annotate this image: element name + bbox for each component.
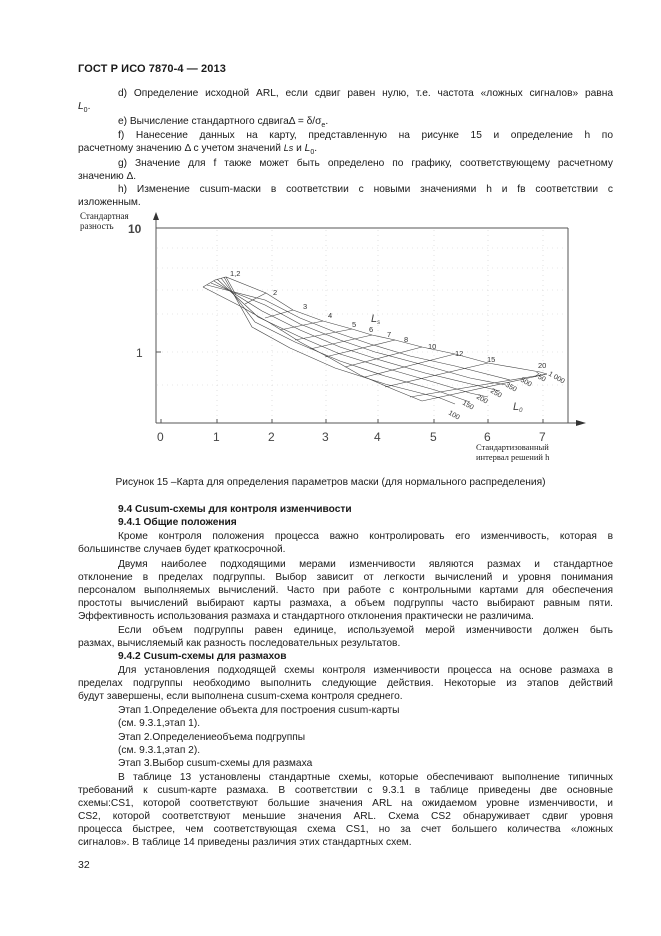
para-line: требований к cusum-карте размаха. В соответствии с 9.3.1 в таблице приведены две основные bbox=[78, 785, 613, 796]
y-axis-arrow-icon bbox=[153, 212, 159, 220]
svg-text:5: 5 bbox=[352, 320, 357, 329]
step-f: f) Нанесение данных на карту, представленную на рисунке 15 и определение h по bbox=[118, 130, 613, 141]
step-h-cont: изложенным. bbox=[78, 197, 141, 208]
l0-series-label: L0 bbox=[513, 401, 523, 414]
l0-symbol: L bbox=[78, 101, 84, 112]
para-line: простоты вычислений выбирают карты размаха, а объем подгруппы часто выбирают равным пяти. bbox=[78, 598, 613, 609]
svg-text:750: 750 bbox=[533, 371, 547, 384]
figure-caption: Рисунок 15 –Карта для определения параметров маски (для нормального распределения) bbox=[115, 477, 546, 488]
svg-text:250: 250 bbox=[489, 387, 503, 400]
ls-symbol: Ls bbox=[283, 143, 294, 153]
para-line: размах, вычисляемый как разность последовательных результатов. bbox=[78, 638, 401, 649]
section-heading-9-4: 9.4 Cusum-схемы для контроля изменчивости bbox=[118, 504, 352, 515]
stage-3: Этап 3.Выбор cusum-схемы для размаха bbox=[118, 758, 313, 769]
svg-text:10: 10 bbox=[428, 342, 437, 351]
step-e-text: e) Вычисление стандартного сдвигаΔ = δ/σ bbox=[118, 116, 322, 127]
ls-series-label: Ls bbox=[371, 313, 381, 326]
section-heading-9-4-2: 9.4.2 Cusum-схемы для размахов bbox=[118, 651, 287, 662]
svg-text:12: 12 bbox=[455, 349, 464, 358]
step-g-cont: значению Δ. bbox=[78, 171, 137, 182]
para-line: Эффективность использования размаха и стандартного отклонения практически не различима. bbox=[78, 611, 534, 622]
chart-grid bbox=[157, 230, 567, 422]
para-line: персоналом выполняемых вычислений. Часто при работе с контрольными картами для обеспечения bbox=[78, 585, 613, 596]
para-line: процесса быстрее, чем соответствующая схема CS1, но за счет большего количества «ложных bbox=[78, 824, 613, 835]
l0-symbol: L bbox=[304, 143, 311, 154]
l0-labels bbox=[447, 371, 566, 422]
period: . bbox=[314, 143, 318, 154]
step-d: d) Определение исходной ARL, если сдвиг равен нулю, т.е. частота «ложных сигналов» равна bbox=[118, 88, 613, 99]
step-h: h) Изменение cusum-маски в соответствии с новыми значениями h и fв соответствии с bbox=[118, 184, 613, 195]
x-axis-label-line1: Стандартизованный bbox=[476, 442, 549, 452]
period: . bbox=[87, 101, 91, 112]
x-tick-6: 6 bbox=[484, 430, 491, 444]
stage-2-ref: (см. 9.3.1,этап 2). bbox=[118, 745, 201, 756]
para-line: большинстве случаев будет краткосрочной. bbox=[78, 544, 286, 555]
para-line: пределах подгруппы необходимо выполнить следующие действия. Некоторые из этапов действий bbox=[78, 678, 613, 689]
svg-text:200: 200 bbox=[475, 393, 489, 406]
svg-text:1 000: 1 000 bbox=[547, 370, 566, 386]
stage-1-ref: (см. 9.3.1,этап 1). bbox=[118, 718, 201, 729]
x-tick-7: 7 bbox=[539, 430, 546, 444]
y-axis-label-line2: разность bbox=[80, 221, 114, 231]
ls-labels bbox=[230, 269, 546, 370]
sigma-subscript: e bbox=[321, 122, 326, 130]
document-header: ГОСТ Р ИСО 7870-4 — 2013 bbox=[78, 63, 226, 75]
x-tick-2: 2 bbox=[268, 430, 275, 444]
nomogram-grid bbox=[203, 277, 547, 404]
para-line: сигналов». В таблице 14 приведены различия этих стандартных схем. bbox=[78, 837, 412, 848]
para-line: отклонение в пределах подгруппы. Выбор зависит от легкости вычислений и уровня понимания bbox=[78, 572, 613, 583]
svg-text:8: 8 bbox=[404, 335, 409, 344]
para-line: Если объем подгруппы равен единице, используемой мерой изменчивости должен быть bbox=[118, 625, 613, 636]
para-line: Кроме контроля положения процесса важно контролировать его изменчивость, которая в bbox=[118, 531, 613, 542]
x-axis-label-line2: интервал решений h bbox=[476, 452, 550, 462]
step-f-text: расчетному значению Δ с учетом значений bbox=[78, 143, 284, 154]
para-line: схемы:CS1, которой соответствуют большие значения ARL на ожидаемом уровне изменчивости, и bbox=[78, 798, 613, 809]
x-tick-1: 1 bbox=[213, 430, 220, 444]
svg-text:500: 500 bbox=[519, 376, 533, 389]
l0-subscript: 0 bbox=[83, 107, 88, 115]
svg-text:7: 7 bbox=[387, 330, 392, 339]
para-line: CS2, которой соответствуют меньшие значения ARL. Схема CS2 обнаруживает сдвиг уровня bbox=[78, 811, 613, 822]
svg-text:6: 6 bbox=[369, 325, 374, 334]
step-g: g) Значение для f также может быть определено по графику, соответствующему расчетному bbox=[118, 158, 613, 169]
svg-text:350: 350 bbox=[504, 381, 518, 394]
para-line: Двумя наиболее подходящими мерами изменчивости являются размах и стандартное bbox=[118, 559, 613, 570]
svg-text:1,2: 1,2 bbox=[230, 269, 241, 278]
svg-text:20: 20 bbox=[538, 361, 547, 370]
x-axis-arrow-icon bbox=[576, 420, 586, 426]
period: . bbox=[325, 116, 329, 127]
para-line: будут завершены, если выполнена cusum-схема контроля среднего. bbox=[78, 691, 403, 702]
stage-1: Этап 1.Определение объекта для построения cusum-карты bbox=[118, 705, 400, 716]
x-axis-label bbox=[476, 442, 549, 462]
x-tick-4: 4 bbox=[374, 430, 381, 444]
l0-subscript: 0 bbox=[310, 149, 315, 157]
page-number: 32 bbox=[78, 859, 90, 871]
x-tick-5: 5 bbox=[430, 430, 437, 444]
chart-axes bbox=[156, 215, 580, 423]
y-axis-label-line1: Стандартная bbox=[80, 211, 129, 221]
svg-text:100: 100 bbox=[447, 409, 461, 422]
para-line: В таблице 13 установлены стандартные схемы, которые обеспечивают выполнение типичных bbox=[118, 772, 613, 783]
svg-text:2: 2 bbox=[273, 288, 278, 297]
y-tick-1: 1 bbox=[136, 346, 143, 360]
stage-2: Этап 2.Определениеобъема подгруппы bbox=[118, 732, 306, 743]
svg-text:3: 3 bbox=[303, 302, 308, 311]
svg-text:150: 150 bbox=[461, 399, 475, 412]
conj: и bbox=[293, 143, 305, 154]
y-tick-10: 10 bbox=[128, 222, 142, 236]
svg-text:15: 15 bbox=[487, 355, 496, 364]
x-tick-3: 3 bbox=[322, 430, 329, 444]
svg-text:4: 4 bbox=[328, 311, 333, 320]
section-heading-9-4-1: 9.4.1 Общие положения bbox=[118, 517, 237, 528]
para-line: Для установления подходящей схемы контроля изменчивости процесса на основе размаха в bbox=[118, 665, 613, 676]
x-tick-0: 0 bbox=[157, 430, 164, 444]
